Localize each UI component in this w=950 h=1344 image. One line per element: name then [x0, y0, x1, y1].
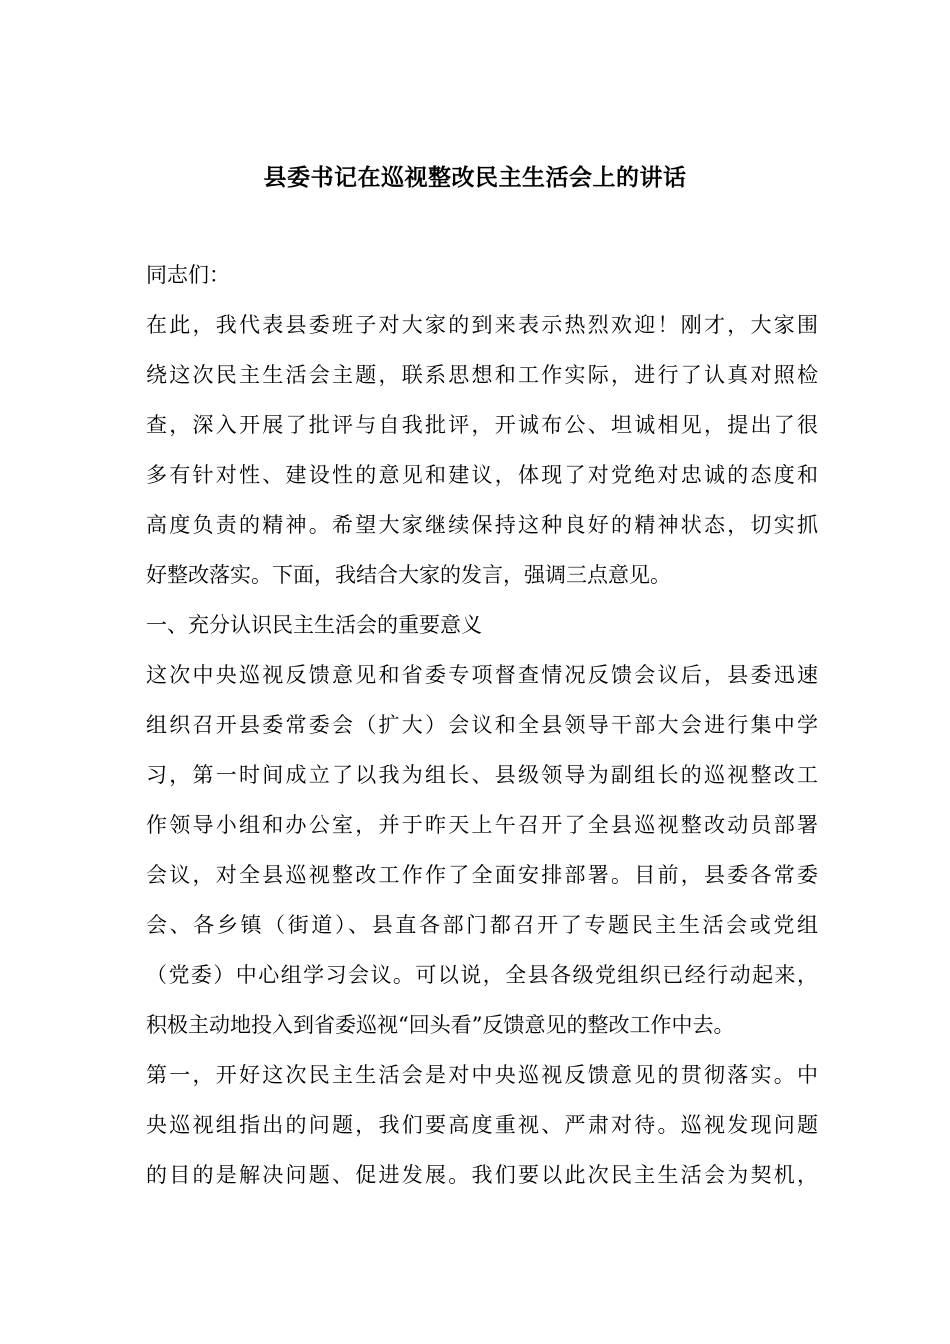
paragraph-line: 积极主动地投入到省委巡视“回头看”反馈意见的整改工作中去。	[146, 1013, 735, 1037]
paragraph-line: （党委）中心组学习会议。可以说，全县各级党组织已经行动起来，	[146, 963, 818, 987]
paragraph-line: 会、各乡镇（街道）、县直各部门都召开了专题民主生活会或党组	[146, 913, 818, 937]
paragraph-line: 在此，我代表县委班子对大家的到来表示热烈欢迎！刚才，大家围	[146, 313, 818, 337]
paragraph-line: 多有针对性、建设性的意见和建议，体现了对党绝对忠诚的态度和	[146, 463, 818, 487]
paragraph-line: 习，第一时间成立了以我为组长、县级领导为副组长的巡视整改工	[146, 763, 818, 787]
paragraph-line: 组织召开县委常委会（扩大）会议和全县领导干部大会进行集中学	[146, 713, 818, 737]
paragraph-line: 央巡视组指出的问题，我们要高度重视、严肃对待。巡视发现问题	[146, 1113, 818, 1137]
paragraph-line: 好整改落实。下面，我结合大家的发言，强调三点意见。	[146, 563, 671, 587]
document-body	[146, 250, 818, 1200]
document-title: 县委书记在巡视整改民主生活会上的讲话	[263, 164, 687, 191]
paragraph-line: 绕这次民主生活会主题，联系思想和工作实际，进行了认真对照检	[146, 363, 818, 387]
section-heading: 一、充分认识民主生活会的重要意义	[146, 613, 482, 637]
paragraph-line: 会议，对全县巡视整改工作作了全面安排部署。目前，县委各常委	[146, 863, 818, 887]
paragraph-line: 高度负责的精神。希望大家继续保持这种良好的精神状态，切实抓	[146, 513, 818, 537]
paragraph-line: 这次中央巡视反馈意见和省委专项督查情况反馈会议后，县委迅速	[146, 663, 818, 687]
paragraph-line: 的目的是解决问题、促进发展。我们要以此次民主生活会为契机，	[146, 1163, 818, 1187]
paragraph-line: 作领导小组和办公室，并于昨天上午召开了全县巡视整改动员部署	[146, 813, 818, 837]
paragraph-line: 查，深入开展了批评与自我批评，开诚布公、坦诚相见，提出了很	[146, 413, 818, 437]
salutation-line: 同志们：	[146, 263, 230, 287]
paragraph-line: 第一，开好这次民主生活会是对中央巡视反馈意见的贯彻落实。中	[146, 1063, 818, 1087]
